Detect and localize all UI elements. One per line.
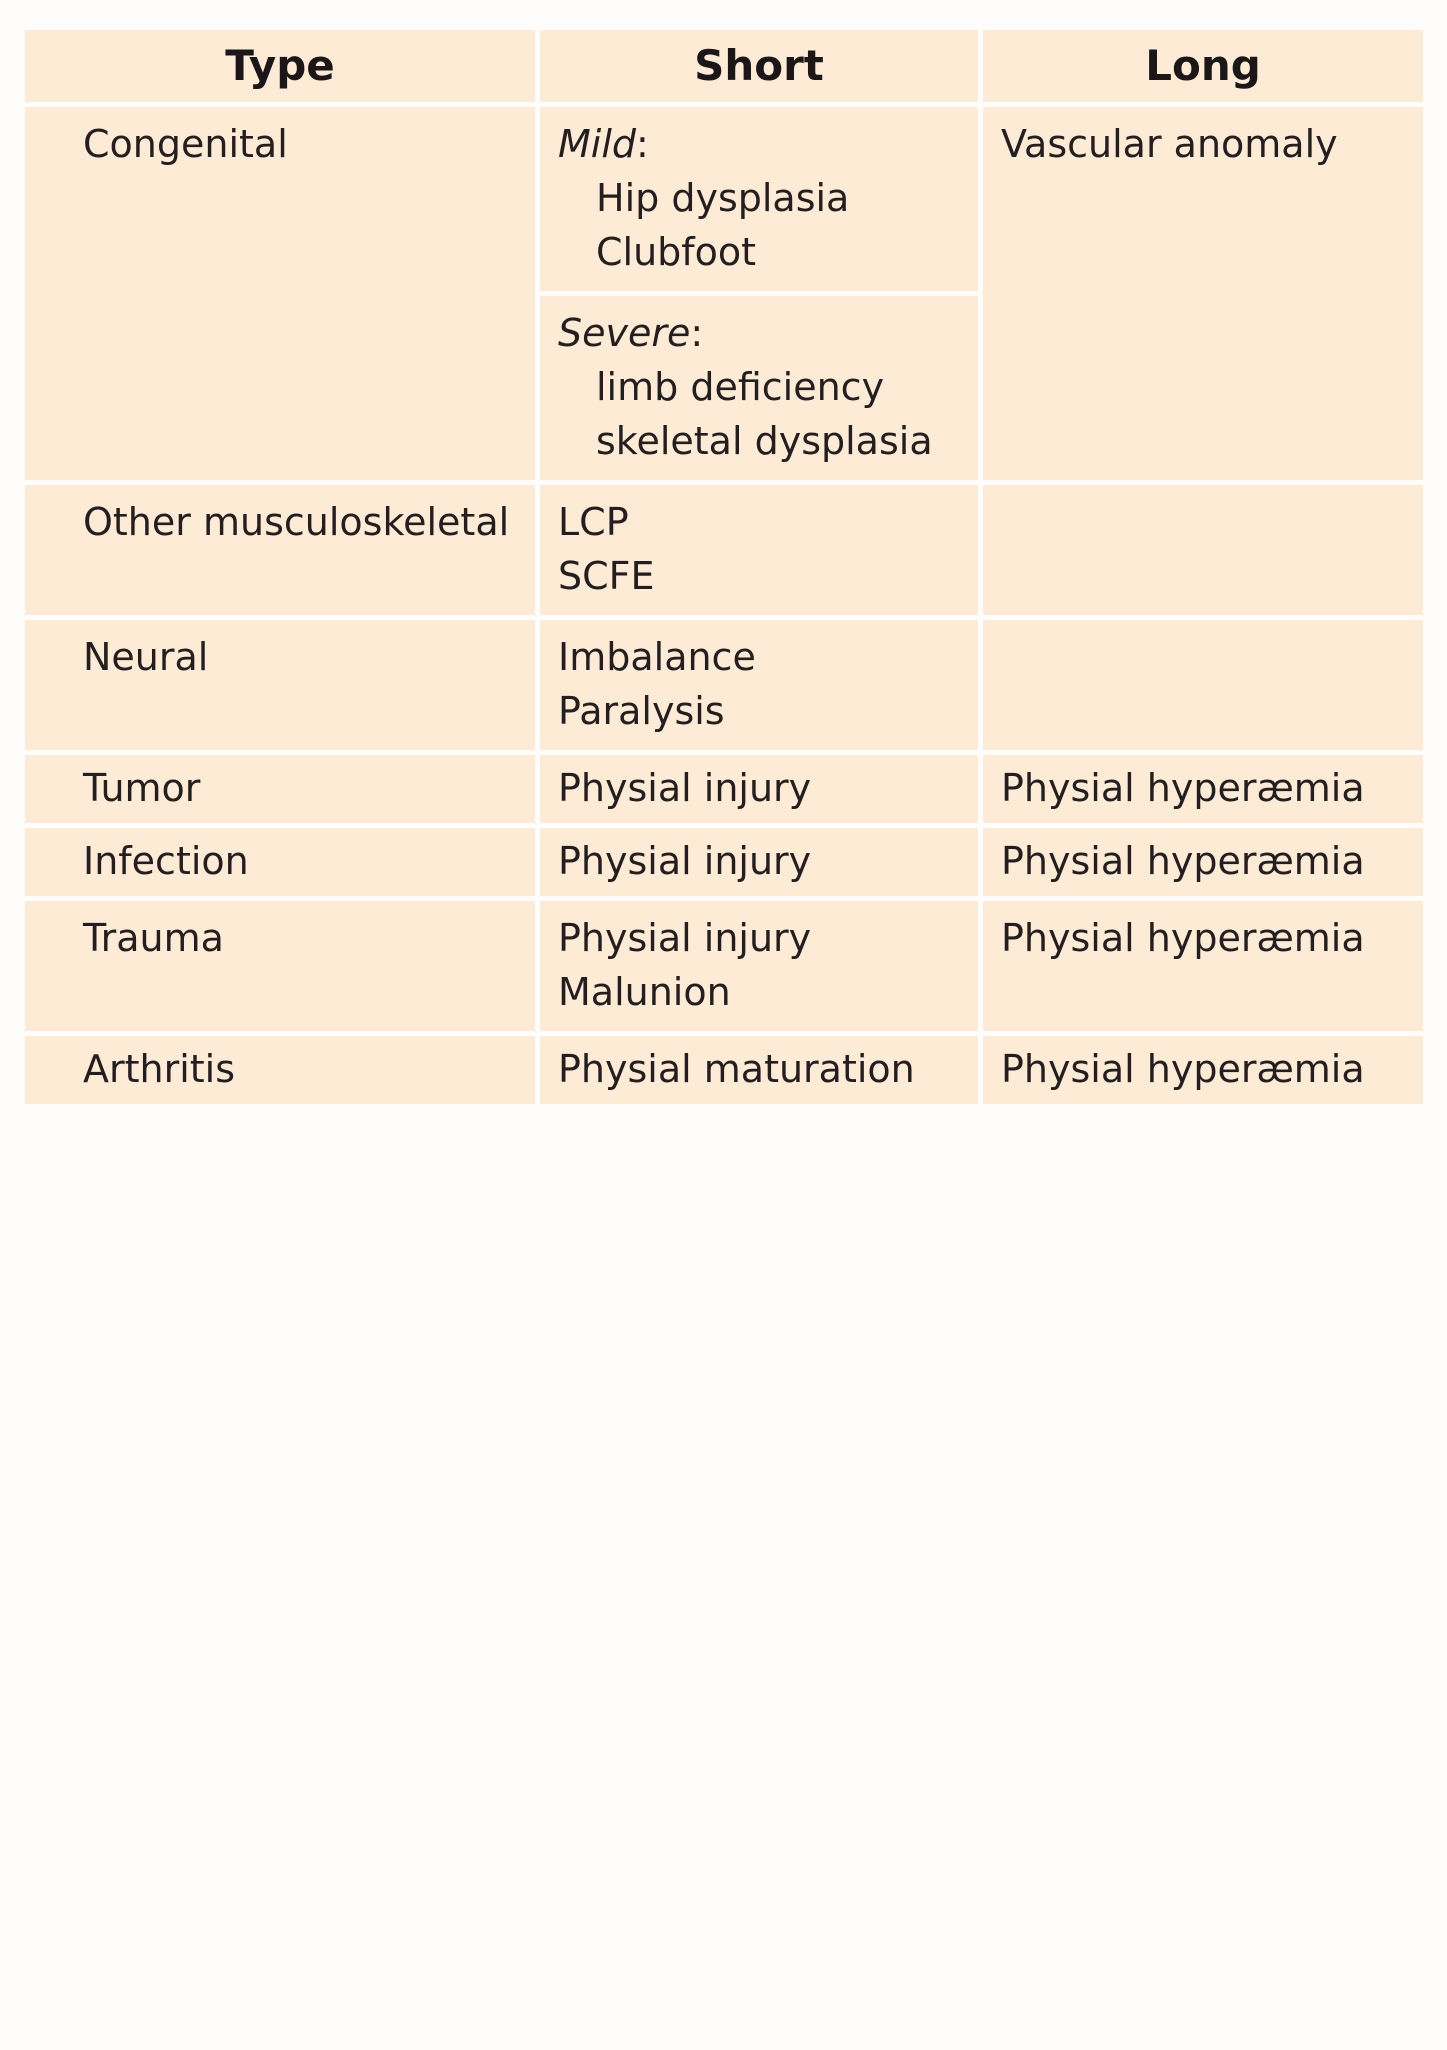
type-cell: Other musculoskeletal [25,485,535,615]
long-cell: Physial hyperæmia [983,901,1423,1031]
mild-label: Mild: [558,122,649,166]
short-cell-congenital-severe [540,296,978,480]
mild-label-text: Mild [558,122,637,166]
table-row [25,828,1423,896]
type-cell: Arthritis [25,1036,535,1104]
long-cell: Physial hyperæmia [983,828,1423,896]
short-item: Imbalance [558,635,756,679]
severe-label: Severe: [558,311,704,355]
short-cell [540,901,978,1031]
mild-item: Clubfoot [596,230,757,274]
short-item: LCP [558,500,629,544]
type-cell: Trauma [25,901,535,1031]
type-cell-congenital: Congenital [25,107,535,480]
short-item: Physial injury [558,916,812,960]
short-cell [540,620,978,750]
long-cell [983,485,1423,615]
short-cell [540,755,978,823]
table-row [25,755,1423,823]
long-cell: Physial hyperæmia [983,755,1423,823]
severe-item: skeletal dysplasia [596,419,933,463]
table-row [25,901,1423,1031]
short-cell [540,1036,978,1104]
short-cell-congenital-mild [540,107,978,291]
short-item: Paralysis [558,689,725,733]
severe-label-text: Severe [558,311,691,355]
type-cell: Tumor [25,755,535,823]
short-item: Malunion [558,970,731,1014]
header-type: Type [25,30,535,102]
type-cell: Neural [25,620,535,750]
mild-item: Hip dysplasia [596,176,850,220]
severe-item: limb deficiency [596,365,885,409]
table-row [25,620,1423,750]
long-cell-congenital: Vascular anomaly [983,107,1423,480]
short-cell [540,485,978,615]
table-row [25,1036,1423,1104]
header-row [25,30,1423,102]
table-row [25,485,1423,615]
short-cell [540,828,978,896]
header-long: Long [983,30,1423,102]
type-cell: Infection [25,828,535,896]
short-item: Physial injury [558,839,812,883]
short-item: SCFE [558,554,655,598]
short-item: Physial maturation [558,1047,915,1091]
header-short: Short [540,30,978,102]
table-row-congenital [25,107,1423,291]
long-cell [983,620,1423,750]
short-item: Physial injury [558,766,812,810]
long-cell: Physial hyperæmia [983,1036,1423,1104]
limb-length-discrepancy-table [20,25,1428,1109]
